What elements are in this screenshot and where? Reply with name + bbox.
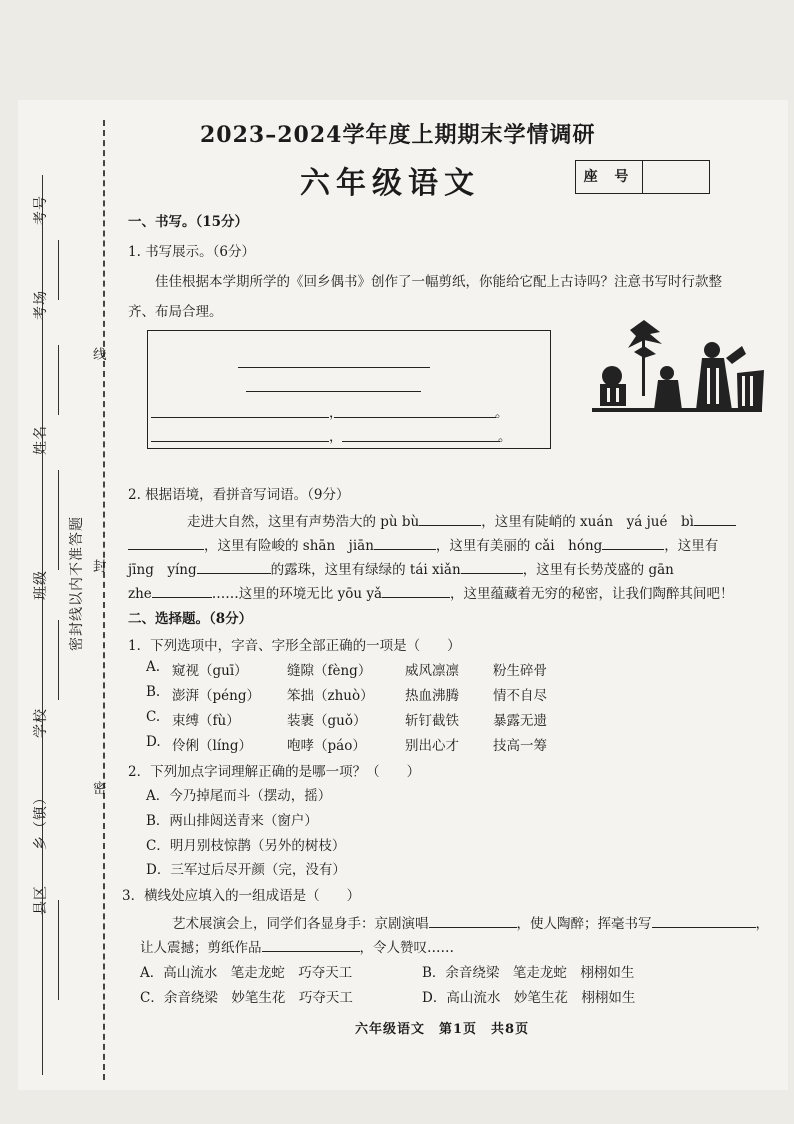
option-item: 情不自尽 — [493, 688, 547, 704]
school-label: 学校 — [33, 708, 49, 738]
poem-writing-box — [147, 330, 551, 449]
option-item: 缝隙（fèng） — [287, 663, 372, 679]
s2-q3-option-c[interactable]: C．余音绕梁 妙笔生花 巧夺天工 — [140, 990, 353, 1006]
exam-title: 2023–2024学年度上期期末学情调研 — [200, 122, 596, 148]
q2-zhe-text: zhe — [128, 586, 152, 602]
name-label: 姓名 — [33, 425, 49, 455]
seal-char-mi: 密 — [93, 781, 107, 797]
town-label: 乡（镇） — [33, 790, 49, 850]
class-label: 班级 — [33, 570, 49, 600]
answer-youya[interactable] — [382, 583, 450, 598]
subject-title: 六年级语文 — [300, 166, 480, 201]
poem-title-line[interactable] — [238, 367, 430, 368]
answer-ganzhe[interactable] — [152, 583, 212, 598]
q2-line2 — [128, 534, 718, 554]
county-blank[interactable] — [58, 900, 59, 1000]
class-blank[interactable] — [58, 620, 59, 700]
s2-q1-option-b-letter[interactable]: B. — [146, 684, 161, 700]
seal-dashed-line — [103, 120, 105, 1080]
exam-room-blank[interactable] — [58, 345, 59, 415]
q2-line3 — [128, 558, 674, 578]
option-item: 粉生碎骨 — [493, 663, 547, 679]
s2-q1-option-a-letter[interactable]: A. — [146, 659, 161, 675]
seat-number-box — [575, 160, 710, 194]
paper-cut-illustration — [592, 318, 767, 418]
q2-taixian-text: 的露珠，这里有绿绿的 tái xiǎn — [270, 562, 461, 578]
seal-char-line: 线 — [93, 347, 107, 363]
option-item: 窥视（guī） — [172, 663, 248, 679]
q2-pubu-text: 走进大自然，这里有声势浩大的 pù bù — [187, 514, 420, 530]
q2-caihong-text: ，这里有美丽的 cǎi hóng — [435, 538, 603, 554]
s2-q3-text-c: ， — [755, 916, 769, 932]
exam-number-blank[interactable] — [58, 240, 59, 300]
q2-line1 — [187, 510, 736, 530]
seat-number-field[interactable] — [643, 161, 709, 193]
poem-period-1: 。 — [495, 405, 509, 421]
seal-char-feng: 封 — [93, 559, 107, 575]
s2-q2-option-a[interactable]: A．今乃掉尾而斗（摆动，摇） — [146, 788, 332, 804]
poem-comma-1: ， — [329, 405, 343, 421]
answer-xuanyajuebi-cont[interactable] — [128, 535, 204, 550]
poem-line-4[interactable] — [342, 441, 500, 442]
q2-line4 — [128, 582, 734, 602]
seat-label: 座 号 — [576, 161, 643, 193]
exam-number-label: 考号 — [33, 195, 49, 225]
answer-jingying[interactable] — [197, 559, 271, 574]
s2-q2-option-b[interactable]: B．两山排闼送青来（窗户） — [146, 813, 318, 829]
q2-line4-tail: ，这里蕴藏着无穷的秘密，让我们陶醉其间吧！ — [450, 586, 734, 602]
poem-period-2: 。 — [498, 429, 512, 445]
q1-instructions-line2: 齐、布局合理。 — [128, 304, 223, 320]
s2-q3-text-line1 — [172, 912, 769, 932]
q2-ganzhe-text: ，这里有长势茂盛的 gān — [522, 562, 674, 578]
county-label: 县区 — [33, 885, 49, 915]
poem-author-line[interactable] — [246, 391, 421, 392]
answer-jingju[interactable] — [429, 913, 517, 928]
poem-line-2[interactable] — [334, 417, 496, 418]
s2-q3-text-line2 — [140, 936, 454, 956]
s2-q1-option-c-letter[interactable]: C. — [146, 709, 161, 725]
answer-shufa[interactable] — [652, 913, 756, 928]
answer-taixian[interactable] — [461, 559, 523, 574]
q2-shanjian-text: ，这里有险峻的 shān jiān — [204, 538, 374, 554]
s2-q1-title: 1．下列选项中，字音、字形全部正确的一项是（ ） — [128, 638, 461, 654]
s2-q2-title: 2．下列加点字词理解正确的是哪一项？（ ） — [128, 764, 421, 780]
s2-q2-option-d[interactable]: D．三军过后尽开颜（完，没有） — [146, 862, 346, 878]
poem-line-1[interactable] — [151, 417, 329, 418]
option-item: 斩钉截铁 — [405, 713, 459, 729]
q2-line2-tail: ，这里有 — [664, 538, 719, 554]
q2-xuanyajuebi-text: ，这里有陡峭的 xuán yá jué bì — [481, 514, 694, 530]
exam-room-label: 考场 — [33, 290, 49, 320]
name-blank[interactable] — [58, 470, 59, 570]
answer-xuanyajuebi[interactable] — [694, 511, 736, 526]
section2-heading: 二、选择题。（8分） — [128, 611, 253, 627]
answer-caihong[interactable] — [602, 535, 664, 550]
option-item: 咆哮（páo） — [287, 738, 366, 754]
q1-instructions-line1: 佳佳根据本学期所学的《回乡偶书》创作了一幅剪纸，你能给它配上古诗吗？注意书写时行款整 — [155, 274, 722, 290]
s2-q3-option-a[interactable]: A．高山流水 笔走龙蛇 巧夺天工 — [140, 965, 353, 981]
option-item: 伶俐（líng） — [172, 738, 252, 754]
option-item: 别出心才 — [405, 738, 459, 754]
option-item: 威风凛凛 — [405, 663, 459, 679]
s2-q3-title: 3．横线处应填入的一组成语是（ ） — [122, 888, 361, 904]
q2-jingying-text: jīng yíng — [128, 562, 197, 578]
s2-q3-text-e: ，令人赞叹…… — [359, 940, 454, 956]
s2-q3-option-b[interactable]: B．余音绕梁 笔走龙蛇 栩栩如生 — [422, 965, 635, 981]
q2-title: 2. 根据语境，看拼音写词语。（9分） — [128, 487, 350, 503]
poem-line-3[interactable] — [151, 441, 329, 442]
page-footer: 六年级语文 第1页 共8页 — [355, 1022, 530, 1037]
poem-comma-2: ， — [329, 429, 343, 445]
option-item: 笨拙（zhuò） — [287, 688, 374, 704]
option-item: 热血沸腾 — [405, 688, 459, 704]
q1-title: 1. 书写展示。（6分） — [128, 244, 256, 260]
option-item: 束缚（fù） — [172, 713, 240, 729]
s2-q2-option-c[interactable]: C．明月别枝惊鹊（另外的树枝） — [146, 838, 346, 854]
q2-youya-text: ……这里的环境无比 yōu yǎ — [211, 586, 383, 602]
s2-q3-text-a: 艺术展演会上，同学们各显身手：京剧演唱 — [172, 916, 429, 932]
answer-shanjian[interactable] — [374, 535, 436, 550]
s2-q3-text-d: 让人震撼；剪纸作品 — [140, 940, 262, 956]
answer-pubu[interactable] — [419, 511, 481, 526]
s2-q1-option-d-letter[interactable]: D. — [146, 734, 161, 750]
section1-heading: 一、书写。（15分） — [128, 214, 249, 230]
seal-notice: 密封线以内不准答题 — [69, 516, 85, 651]
option-item: 技高一筹 — [493, 738, 547, 754]
s2-q3-text-b: ，使人陶醉；挥毫书写 — [516, 916, 652, 932]
answer-jianzhi[interactable] — [262, 937, 360, 952]
option-item: 暴露无遗 — [493, 713, 547, 729]
s2-q3-option-d[interactable]: D．高山流水 妙笔生花 栩栩如生 — [422, 990, 636, 1006]
option-item: 装裹（guǒ） — [287, 713, 367, 729]
option-item: 澎湃（péng） — [172, 688, 260, 704]
